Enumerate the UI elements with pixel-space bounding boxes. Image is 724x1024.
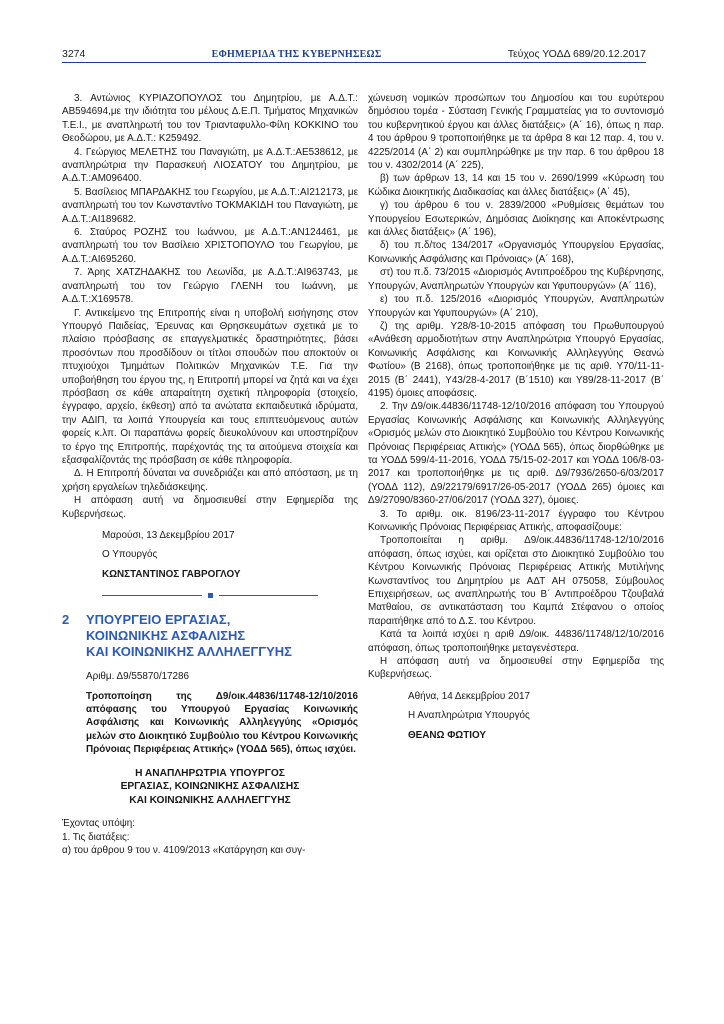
section-divider: [102, 593, 318, 598]
member-paragraph: 5. Βασίλειος ΜΠΑΡΔΑΚΗΣ του Γεωργίου, με Α.Δ.Τ.:ΑΙ212173, με αναπληρωτή του τον Κωνσταντίνο ΤΟΚΜΑΚΙΔΗ του Παναγιώτη, με Α.Δ.Τ.:ΑΙ189682.: [62, 186, 358, 225]
member-paragraph: 4. Γεώργιος ΜΕΛΕΤΗΣ του Παναγιώτη, με Α.Δ.Τ.:ΑΕ538612, με αναπληρώτρια την Παρασκευή ΛΙΟΣΑΤΟΥ του Δημητρίου, με Α.Δ.Τ.:ΑΜ096400.: [62, 146, 358, 185]
committee-scope-paragraph: Γ. Αντικείμενο της Επιτροπής είναι η υποβολή εισήγησης στον Υπουργό Παιδείας, Έρευνας και Θρησκευμάτων σχετικά με το πλαίσιο πρόσβασης σε επαγγελματικές δραστηριότητες, βάσει προσόντων που προσδίδουν οι τίτλοι σπουδών που αποκτούν οι πτυχιούχοι Τμημάτων Πολιτικών Μηχανικών Τ.Ε. Για την υποβοήθηση του έργου της, η Επιτροπή μπορεί να ζητά και να έχει πρόσβαση σε κάθε απαραίτητη σχετική πληροφορία (στοιχείο, έγγραφο, αρχείο, έκθεση) από τα ανώτατα εκπαιδευτικά ιδρύματα, την ΑΔΙΠ, τα λοιπά Υπουργεία και τους επιπτευόμενους αυτών φορείς κ.λπ. Οι παραπάνω φορείς διευκολύνουν και υποστηρίζουν το έργο της Επιτροπής, παρέχοντάς της τα αιτούμενα στοιχεία και εξασφαλίζοντάς της πρόσβαση σε κάθε πληροφορία.: [62, 307, 358, 466]
provision-item: 3. Το αριθμ. οικ. 8196/23-11-2017 έγγραφο του Κέντρου Κοινωνικής Πρόνοιας Περιφέρειας Αττικής, αποφασίζουμε:: [368, 508, 664, 533]
issue-label: Τεύχος ΥΟΔΔ 689/20.12.2017: [507, 48, 646, 60]
member-paragraph: 6. Σταύρος ΡΟΖΗΣ του Ιωάννου, με Α.Δ.Τ.:ΑΝ124461, με αναπληρωτή του τον Βασίλειο ΧΡΙΣΤΟΠΟΥΛΟ του Γεωργίου, με Α.Δ.Τ.:ΑΙ695260.: [62, 227, 358, 265]
member-paragraph: 7. Άρης ΧΑΤΖΗΔΑΚΗΣ του Λεωνίδα, με Α.Δ.Τ.:ΑΙ963743, με αναπληρωτή του τον Γεώργιο ΓΛΕΝΗ του Ιωάννη, με Α.Δ.Τ.:Χ169578.: [62, 267, 358, 306]
signature-role: Ο Υπουργός: [102, 549, 158, 561]
decree-number: Αριθμ. Δ9/55870/17286: [86, 671, 190, 683]
section-number: 2: [62, 612, 70, 628]
signature-block: [368, 690, 664, 742]
provision-item: α) του άρθρου 9 του ν. 4109/2013 «Κατάργηση και συγ-: [62, 845, 306, 857]
remaining-paragraph: Κατά τα λοιπά ισχύει η αριθ Δ9/οικ. 44836/11748/12/10/2016 απόφαση, όπως τροποποιήθηκε μεταγενέστερα.: [368, 629, 664, 654]
gazette-title: ΕΦΗΜΕΡΙΔΑ ΤΗΣ ΚΥΒΕΡΝΗΣΕΩΣ: [211, 49, 382, 60]
provision-item: γ) του άρθρου 6 του ν. 2839/2000 «Ρυθμίσεις θεμάτων του Υπουργείου Εσωτερικών, Δημόσιας Διοίκησης και Αποκέντρωσης και άλλες διατάξεις» (Α΄ 196),: [368, 200, 664, 239]
signature-name: ΚΩΝΣΤΑΝΤΙΝΟΣ ΓΑΒΡΟΓΛΟΥ: [102, 568, 241, 580]
remote-meeting-paragraph: Δ. Η Επιτροπή δύναται να συνεδριάζει και από απόσταση, με τη χρήση εργαλείων τηλεδιάσκεψης.: [62, 468, 358, 493]
section-heading: [62, 612, 358, 660]
decision-paragraph: Τροποποιείται η αριθμ. Δ9/οικ.44836/11748-12/10/2016 απόφαση, όπως ισχύει, και ορίζεται στο Διοικητικό Συμβούλιο του Κέντρου Κοινωνικής Πρόνοιας Περιφέρειας Αττικής Μυτιλήνης Κωνσταντίνος του Δημητρίου με ΑΔΤ ΑΗ 075058, Σύμβουλος Επιχειρήσεων, ως αναπληρωτής του Β΄ Αντιπροέδρου Τζουβαλά Ματθαίου, σε αντικατάσταση του Καμπά Στέφανου ο οποίος παραιτήθηκε από το Δ.Σ. του Κέντρου.: [368, 535, 664, 627]
right-column: [368, 92, 664, 742]
provision-item: 2. Την Δ9/οικ.44836/11748-12/10/2016 απόφαση του Υπουργού Εργασίας Κοινωνικής Ασφάλισης και Κοινωνικής Αλληλεγγύης «Ορισμός μελών στο Διοικητικό Συμβούλιο του Κέντρου Κοινωνικής Πρόνοιας Περιφέρειας Αττικής» (ΥΟΔΔ 565), όπως διορθώθηκε με τα ΥΟΔΔ 599/4-11-2016, ΥΟΔΔ 75/15-02-2017 και ΥΟΔΔ 106/8-03-2017 και τροποποιήθηκε με τις αριθ. Δ9/7936/2650-6/03/2017 (ΥΟΔΔ 112), Δ9/22179/6917/26-05-2017 (ΥΟΔΔ 265) όμοιες και Δ9/27090/8360-27/06/2017 (ΥΟΔΔ 327), όμοιες.: [368, 401, 664, 507]
decree-subject: Τροποποίηση της Δ9/οικ.44836/11748-12/10/2016 απόφασης του Υπουργού Εργασίας Κοινωνικής Ασφάλισης και Κοινωνικής Αλληλεγγύης «Ορισμός μελών στο Διοικητικό Συμβούλιο του Κέντρου Κοινωνικής Πρόνοιας Περιφέρειας Αττικής» (ΥΟΔΔ 565), όπως ισχύει.: [86, 690, 358, 756]
ministry-name: ΥΠΟΥΡΓΕΙΟ ΕΡΓΑΣΙΑΣ, ΚΟΙΝΩΝΙΚΗΣ ΑΣΦΑΛΙΣΗΣ ΚΑΙ ΚΟΙΝΩΝΙΚΗΣ ΑΛΛΗΛΕΓΓΥΗΣ: [86, 612, 292, 660]
signature-place-date: Μαρούσι, 13 Δεκεμβρίου 2017: [102, 530, 235, 541]
publication-paragraph: Η απόφαση αυτή να δημοσιευθεί στην Εφημερίδα της Κυβερνήσεως.: [368, 656, 664, 681]
provision-item: ε) του π.δ. 125/2016 «Διορισμός Υπουργών, Αναπληρωτών Υπουργών και Υφυπουργών» (Α΄ 210),: [368, 294, 664, 319]
provision-item: β) των άρθρων 13, 14 και 15 του ν. 2690/1999 «Κύρωση του Κώδικα Διοικητικής Διαδικασίας και άλλες διατάξεις» (Α΄ 45),: [368, 173, 664, 198]
signature-place-date: Αθήνα, 14 Δεκεμβρίου 2017: [408, 690, 531, 702]
provision-item: χώνευση νομικών προσώπων του Δημοσίου και του ευρύτερου δημόσιου τομέα - Σύσταση Γενικής Γραμματείας για το συντονισμό του κυβερνητικού έργου και άλλες διατάξεις» (Α΄ 16), όπως η παρ. 4 του άρθρου 9 τροποποιήθηκε με τα άρθρα 8 και 12 παρ. 4, του ν. 4225/2014 (Α΄ 2) και συμπληρώθηκε με την παρ. 6 του άρθρου 18 του ν. 4302/2014 (Α΄ 225),: [368, 93, 664, 172]
issuing-authority: Η ΑΝΑΠΛΗΡΩΤΡΙΑ ΥΠΟΥΡΓΟΣ ΕΡΓΑΣΙΑΣ, ΚΟΙΝΩΝΙΚΗΣ ΑΣΦΑΛΙΣΗΣ ΚΑΙ ΚΟΙΝΩΝΙΚΗΣ ΑΛΛΗΛΕΓΓΥΗΣ: [120, 767, 300, 806]
divider-square-icon: [208, 593, 213, 598]
header-rule: [62, 62, 646, 63]
provisions-paragraph: 1. Τις διατάξεις:: [62, 831, 130, 843]
provision-item: ζ) της αριθμ. Υ28/8-10-2015 απόφαση του Πρωθυπουργού «Ανάθεση αρμοδιοτήτων στην Αναπληρώτρια Υπουργό Εργασίας, Κοινωνικής Ασφάλισης και Κοινωνικής Αλληλεγγύης Θεανώ Φωτίου» (Β 2168), όπως τροποποιήθηκε με τις αριθ. Υ70/11-11-2015 (Β΄ 2441), Υ43/28-4-2017 (Β΄1510) και Υ89/28-11-2017 (Β΄ 4195) όμοιες αποφάσεις.: [368, 320, 664, 399]
provision-item: στ) του π.δ. 73/2015 «Διορισμός Αντιπροέδρου της Κυβέρνησης, Υπουργών, Αναπληρωτών Υπουργών και Υφυπουργών» (Α΄ 116),: [368, 267, 664, 292]
page-header: [62, 42, 646, 60]
signature-block: [62, 529, 358, 581]
provision-item: δ) του π.δ/τος 134/2017 «Οργανισμός Υπουργείου Εργασίας, Κοινωνικής Ασφάλισης και Πρόνοιας» (Α΄ 168),: [368, 240, 664, 265]
signature-name: ΘΕΑΝΩ ΦΩΤΙΟΥ: [408, 729, 486, 741]
page-number: 3274: [62, 48, 86, 60]
signature-role: Η Αναπληρώτρια Υπουργός: [408, 710, 530, 722]
considering-paragraph: Έχοντας υπόψη:: [62, 818, 136, 830]
left-column: [62, 92, 358, 858]
member-paragraph: 3. Αντώνιος ΚΥΡΙΑΖΟΠΟΥΛΟΣ του Δημητρίου, με Α.Δ.Τ.: ΑΒ594694,με την ιδιότητα του μέλους Δ.Ε.Π. Τμήματος Μηχανικών Τ.Ε.Ι., με αναπληρωτή του τον Τριανταφυλλο-Φίλη ΚΟΚΚΙΝΟ του Θεοδώρου, με Α.Δ.Τ.: Κ259492.: [62, 93, 358, 145]
publication-paragraph: Η απόφαση αυτή να δημοσιευθεί στην Εφημερίδα της Κυβερνήσεως.: [62, 495, 358, 520]
